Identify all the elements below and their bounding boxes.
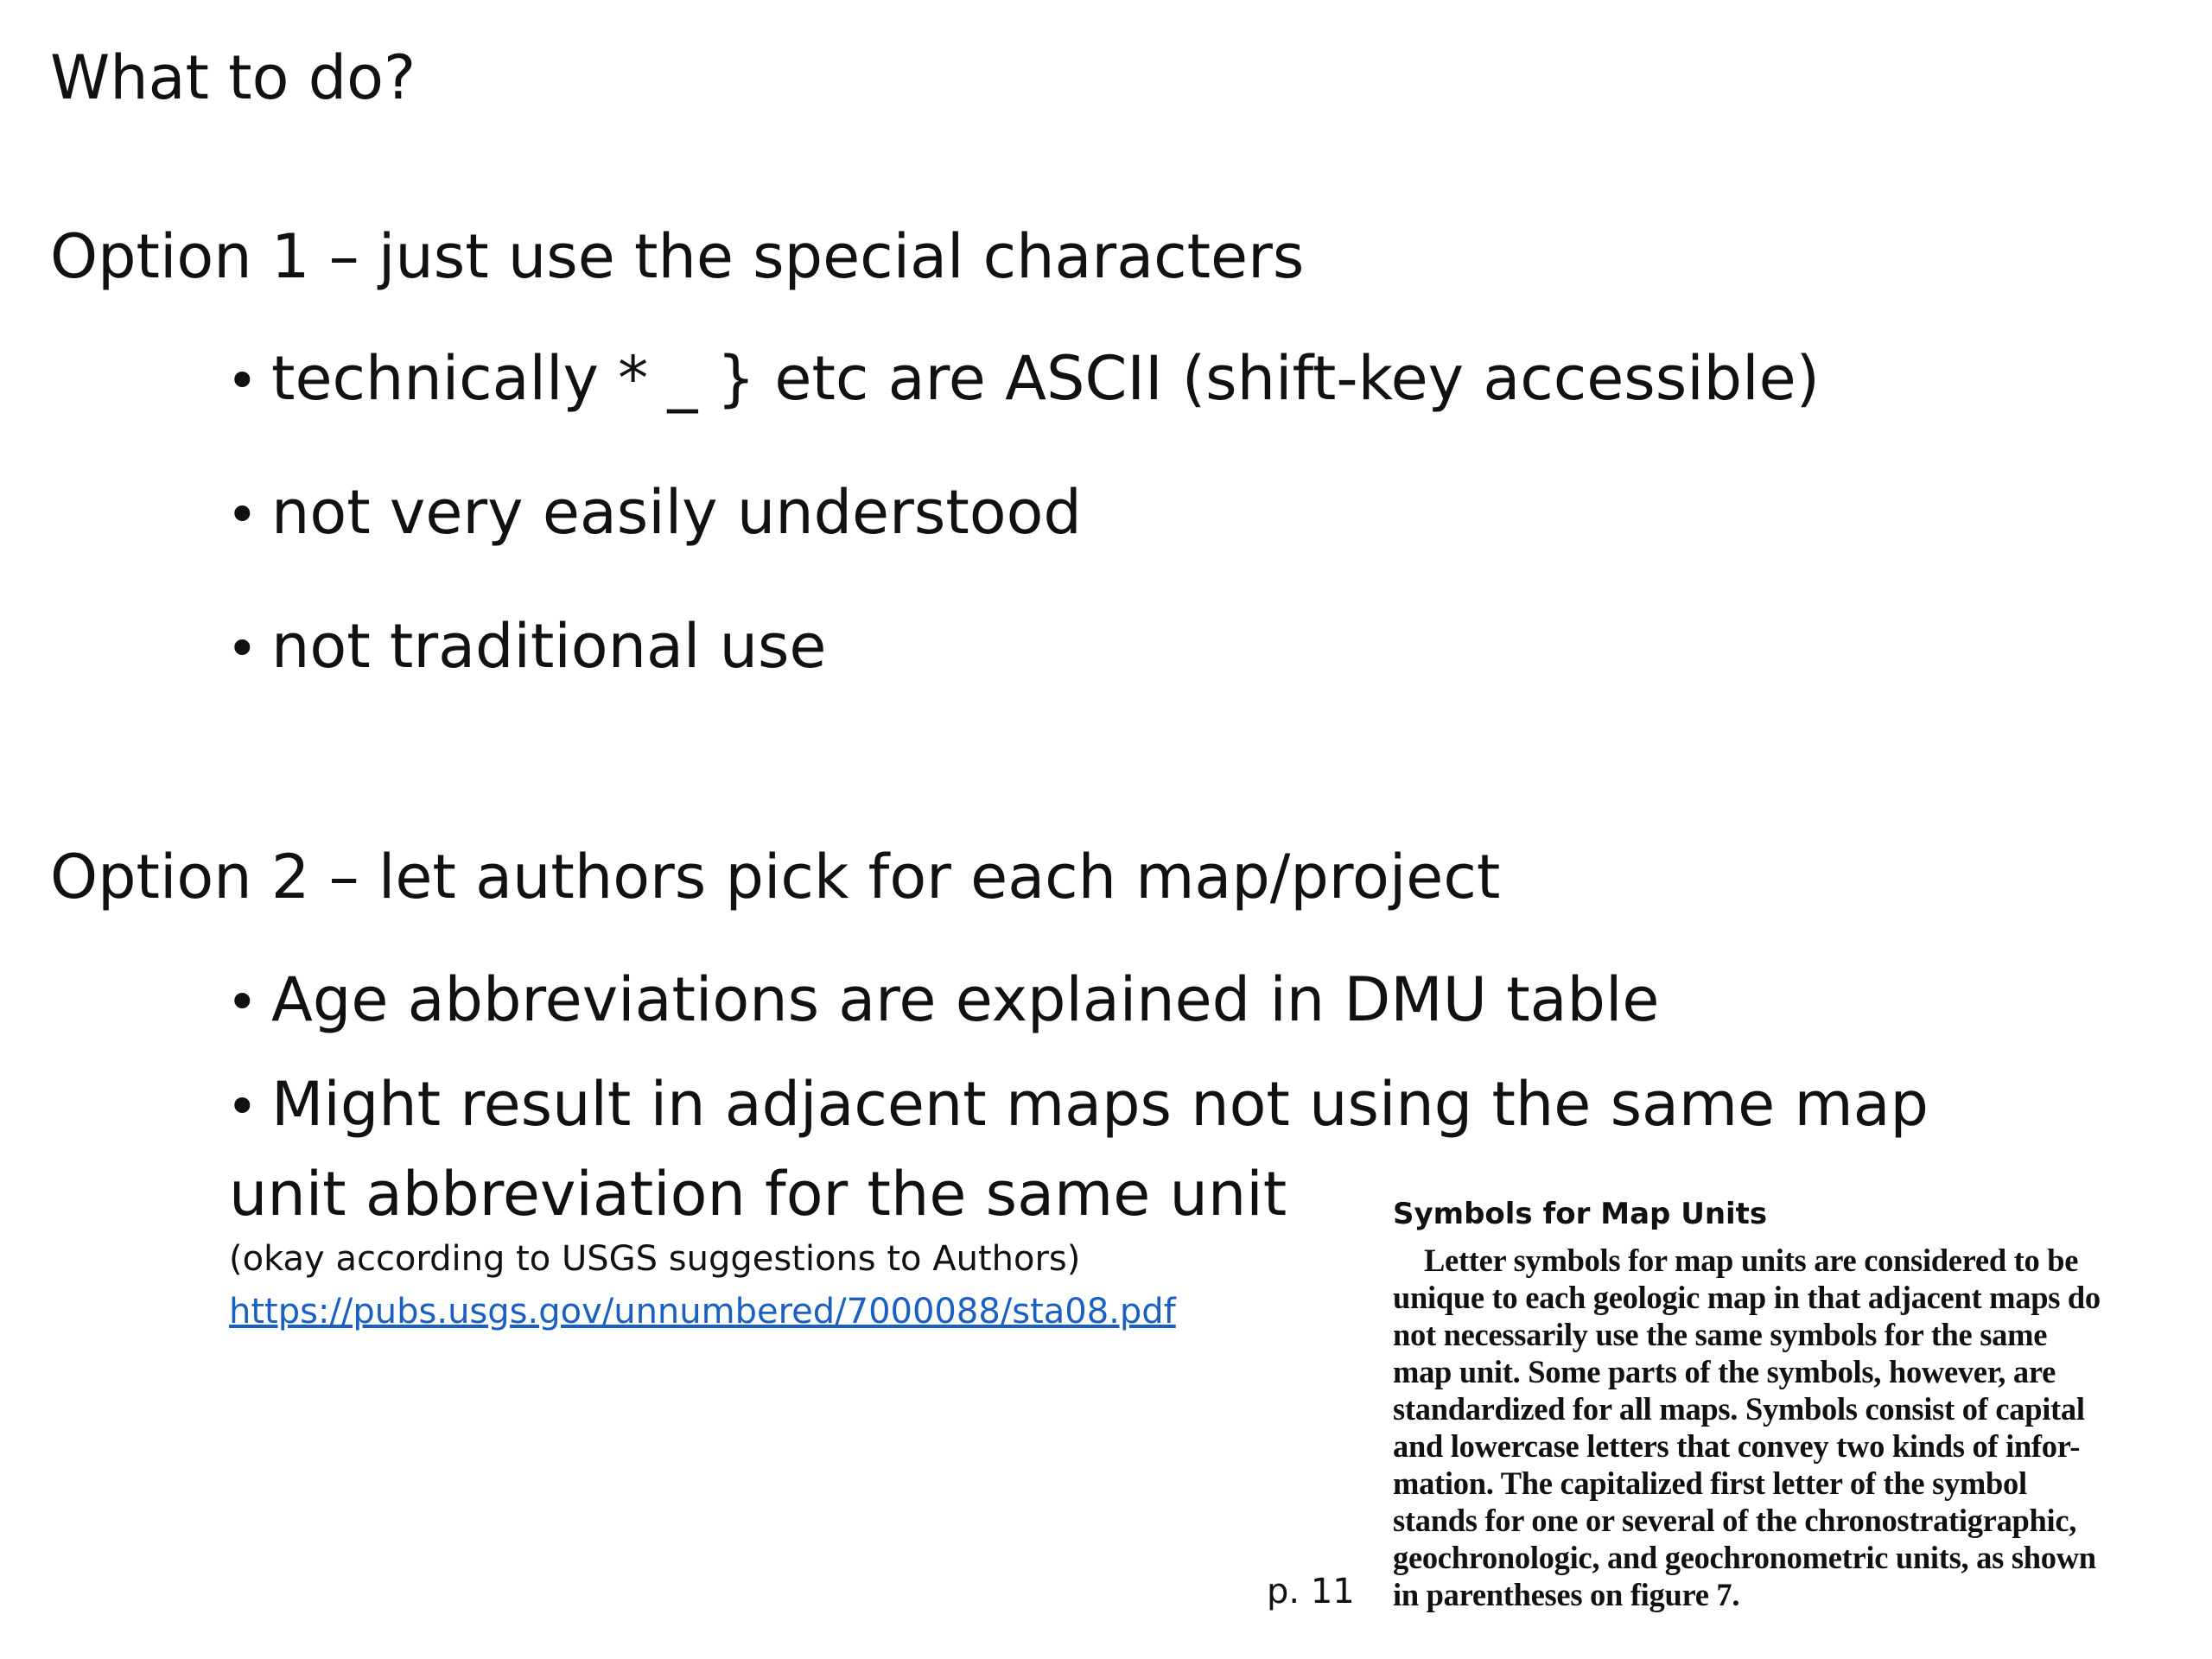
excerpt-title: Symbols for Map Units <box>1393 1197 1768 1231</box>
option-2-heading: Option 2 – let authors pick for each map/project <box>50 842 1501 912</box>
option-2-bullet-2 <box>226 1069 1929 1140</box>
excerpt-line: and lowercase letters that convey two kinds of infor- <box>1393 1428 2081 1464</box>
bullet-text: not traditional use <box>271 611 827 682</box>
excerpt-line: in parentheses on figure 7. <box>1393 1577 1740 1612</box>
bullet-text: Age abbreviations are explained in DMU table <box>271 964 1660 1035</box>
document-excerpt <box>1393 1197 2183 1624</box>
excerpt-line: geochronologic, and geochronometric units, as shown <box>1393 1540 2096 1575</box>
excerpt-line: standardized for all maps. Symbols consist of capital <box>1393 1391 2085 1427</box>
bullet-text: technically * _ } etc are ASCII (shift-key accessible) <box>271 343 1820 414</box>
option-1-bullet-3 <box>226 611 827 682</box>
usgs-link[interactable]: https://pubs.usgs.gov/unnumbered/7000088/sta08.pdf <box>229 1292 1176 1332</box>
bullet-dot: • <box>226 349 258 412</box>
bullet-dot: • <box>226 617 258 680</box>
usgs-note: (okay according to USGS suggestions to Authors) <box>229 1239 1081 1279</box>
excerpt-line: mation. The capitalized first letter of the symbol <box>1393 1465 2027 1501</box>
bullet-dot: • <box>226 1075 258 1138</box>
option-1-bullet-1 <box>226 343 1820 414</box>
bullet-text: Might result in adjacent maps not using the same map <box>271 1069 1929 1140</box>
option-1-heading: Option 1 – just use the special characters <box>50 221 1305 292</box>
option-2-bullet-2-continuation: unit abbreviation for the same unit <box>229 1159 1287 1230</box>
excerpt-line: not necessarily use the same symbols for the same <box>1393 1317 2048 1352</box>
slide-title: What to do? <box>50 42 416 113</box>
excerpt-line: map unit. Some parts of the symbols, however, are <box>1393 1354 2056 1389</box>
page-reference: p. 11 <box>1267 1572 1355 1611</box>
option-1-bullet-2 <box>226 477 1082 548</box>
excerpt-line: Letter symbols for map units are considered to be <box>1424 1243 2079 1278</box>
excerpt-line: unique to each geologic map in that adjacent maps do <box>1393 1280 2101 1315</box>
bullet-dot: • <box>226 970 258 1033</box>
excerpt-line: stands for one or several of the chronostratigraphic, <box>1393 1503 2077 1538</box>
bullet-text: not very easily understood <box>271 477 1082 548</box>
bullet-dot: • <box>226 483 258 546</box>
option-2-bullet-1 <box>226 964 1660 1035</box>
